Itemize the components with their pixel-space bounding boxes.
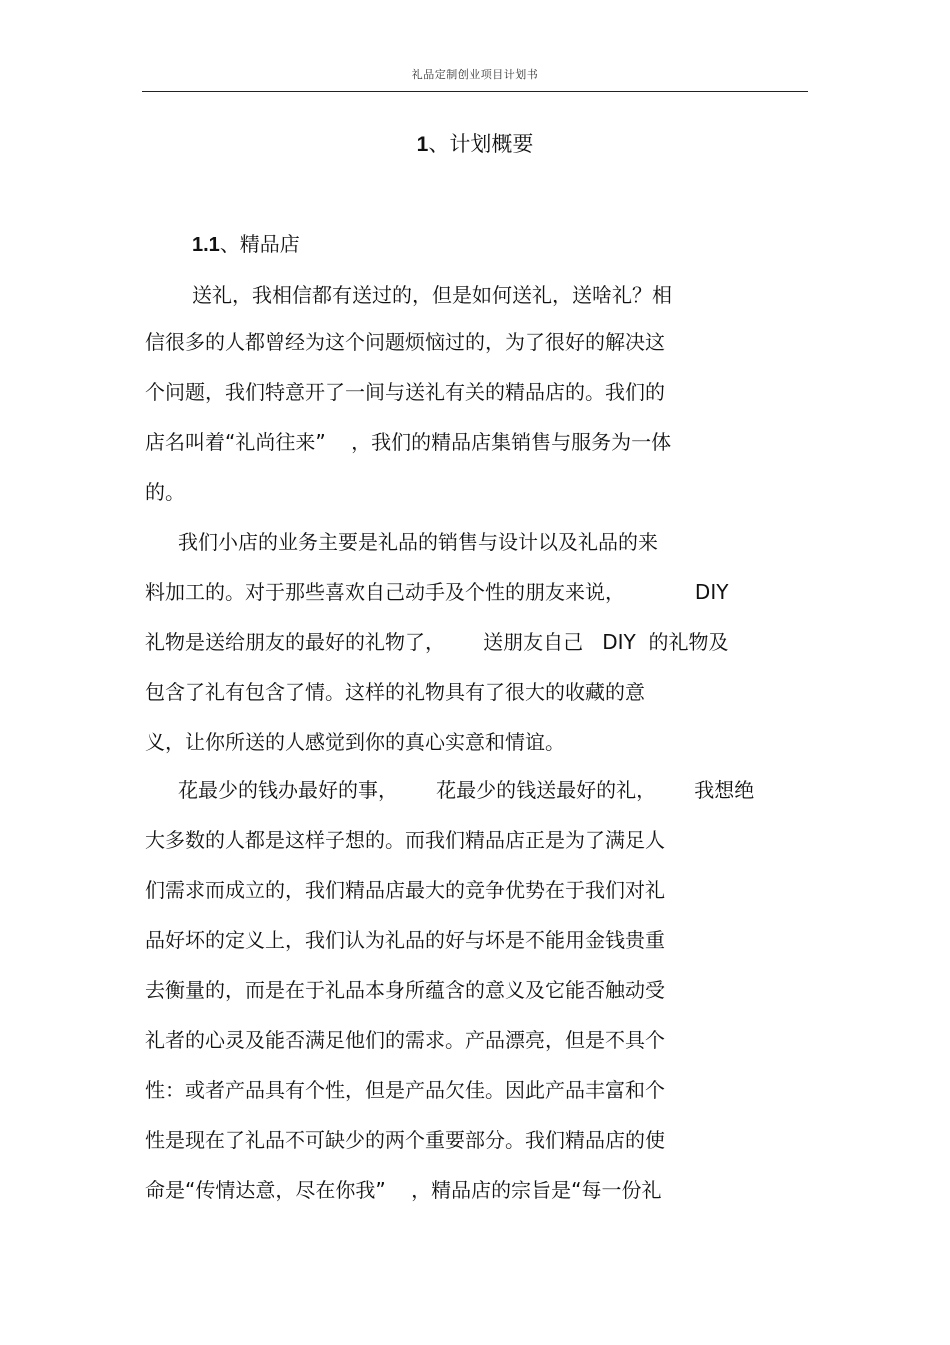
header-rule xyxy=(142,91,808,92)
body-line: 料加工的。对于那些喜欢自己动手及个性的朋友来说， DIY xyxy=(145,580,729,604)
body-line: 性是现在了礼品不可缺少的两个重要部分。我们精品店的使 xyxy=(145,1128,665,1152)
body-line: 的。 xyxy=(145,480,185,504)
body-line: 性：或者产品具有个性，但是产品欠佳。因此产品丰富和个 xyxy=(145,1078,665,1102)
body-line: 命是“传情达意，尽在你我” ，精品店的宗旨是“每一份礼 xyxy=(145,1178,662,1202)
running-header: 礼品定制创业项目计划书 xyxy=(411,68,539,81)
body-line: 个问题，我们特意开了一间与送礼有关的精品店的。我们的 xyxy=(145,380,665,404)
section-number: 1.1 xyxy=(192,234,220,256)
section-title-text: 、精品店 xyxy=(219,232,300,256)
body-line: 店名叫着“礼尚往来” ，我们的精品店集销售与服务为一体 xyxy=(145,430,672,454)
body-line: 花最少的钱办最好的事， 花最少的钱送最好的礼， 我想绝 xyxy=(178,778,755,802)
body-line: 品好坏的定义上，我们认为礼品的好与坏是不能用金钱贵重 xyxy=(145,928,665,952)
chapter-title xyxy=(0,130,950,159)
body-line: 我们小店的业务主要是礼品的销售与设计以及礼品的来 xyxy=(178,530,658,554)
section-heading xyxy=(192,230,300,259)
body-line: 礼物是送给朋友的最好的礼物了， 送朋友自己 DIY 的礼物及 xyxy=(145,630,729,654)
body-line: 送礼，我相信都有送过的，但是如何送礼，送啥礼？相 xyxy=(192,283,672,307)
body-line: 义，让你所送的人感觉到你的真心实意和情谊。 xyxy=(145,730,565,754)
body-line: 包含了礼有包含了情。这样的礼物具有了很大的收藏的意 xyxy=(145,680,645,704)
body-line: 们需求而成立的，我们精品店最大的竞争优势在于我们对礼 xyxy=(145,878,665,902)
body-line: 去衡量的，而是在于礼品本身所蕴含的意义及它能否触动受 xyxy=(145,978,665,1002)
body-line: 礼者的心灵及能否满足他们的需求。产品漂亮，但是不具个 xyxy=(145,1028,665,1052)
body-line: 大多数的人都是这样子想的。而我们精品店正是为了满足人 xyxy=(145,828,665,852)
chapter-title-text: 、计划概要 xyxy=(428,132,534,156)
chapter-number: 1 xyxy=(416,133,429,156)
body-line: 信很多的人都曾经为这个问题烦恼过的，为了很好的解决这 xyxy=(145,330,665,354)
